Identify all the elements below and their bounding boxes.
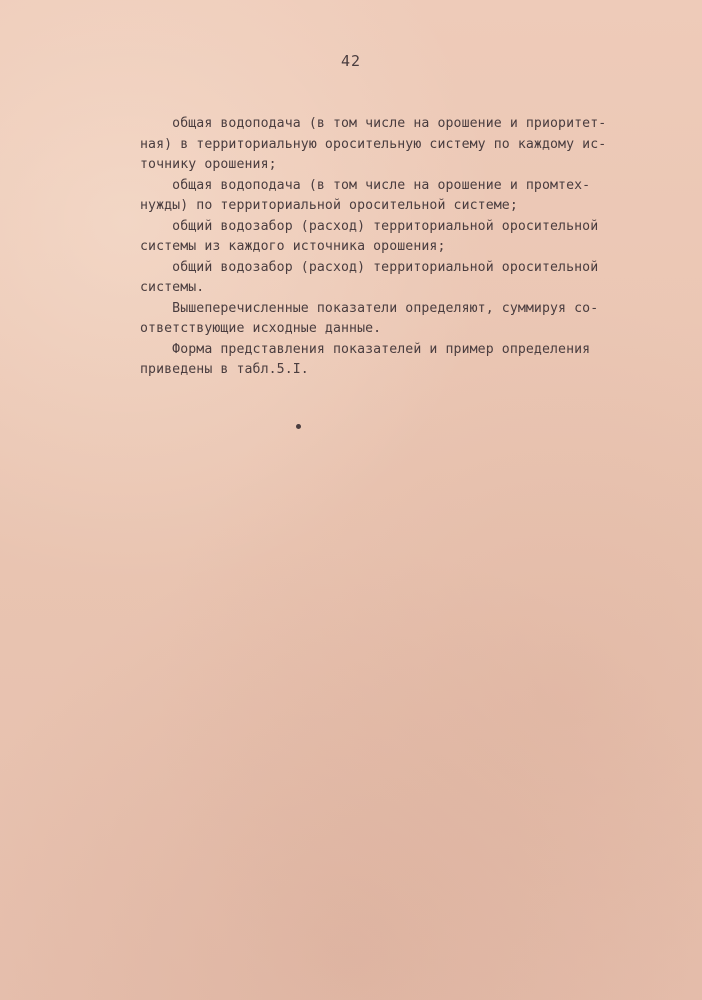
text-line: Вышеперечисленные показатели определяют, суммируя со- (140, 300, 599, 316)
text-line: системы из каждого источника орошения; (140, 239, 446, 254)
text-line: приведены в табл.5.I. (140, 362, 309, 377)
text-line: точнику орошения; (140, 157, 277, 172)
text-line: общий водозабор (расход) территориальной оросительной (140, 259, 599, 275)
text-line: общая водоподача (в том числе на орошение и промтех- (140, 177, 591, 193)
text-line: Форма представления показателей и пример определения (140, 341, 591, 357)
text-line: общий водозабор (расход) территориальной оросительной (140, 218, 599, 234)
text-line: ная) в территориальную оросительную систему по каждому ис- (140, 136, 607, 152)
text-line: системы. (140, 280, 205, 295)
text-line: ответствующие исходные данные. (140, 321, 382, 336)
ink-dot (296, 424, 301, 429)
body-text (140, 114, 640, 381)
text-line: нужды) по территориальной оросительной системе; (140, 198, 518, 213)
text-line: общая водоподача (в том числе на орошение и приоритет- (140, 116, 607, 131)
page-number: 42 (340, 52, 362, 70)
